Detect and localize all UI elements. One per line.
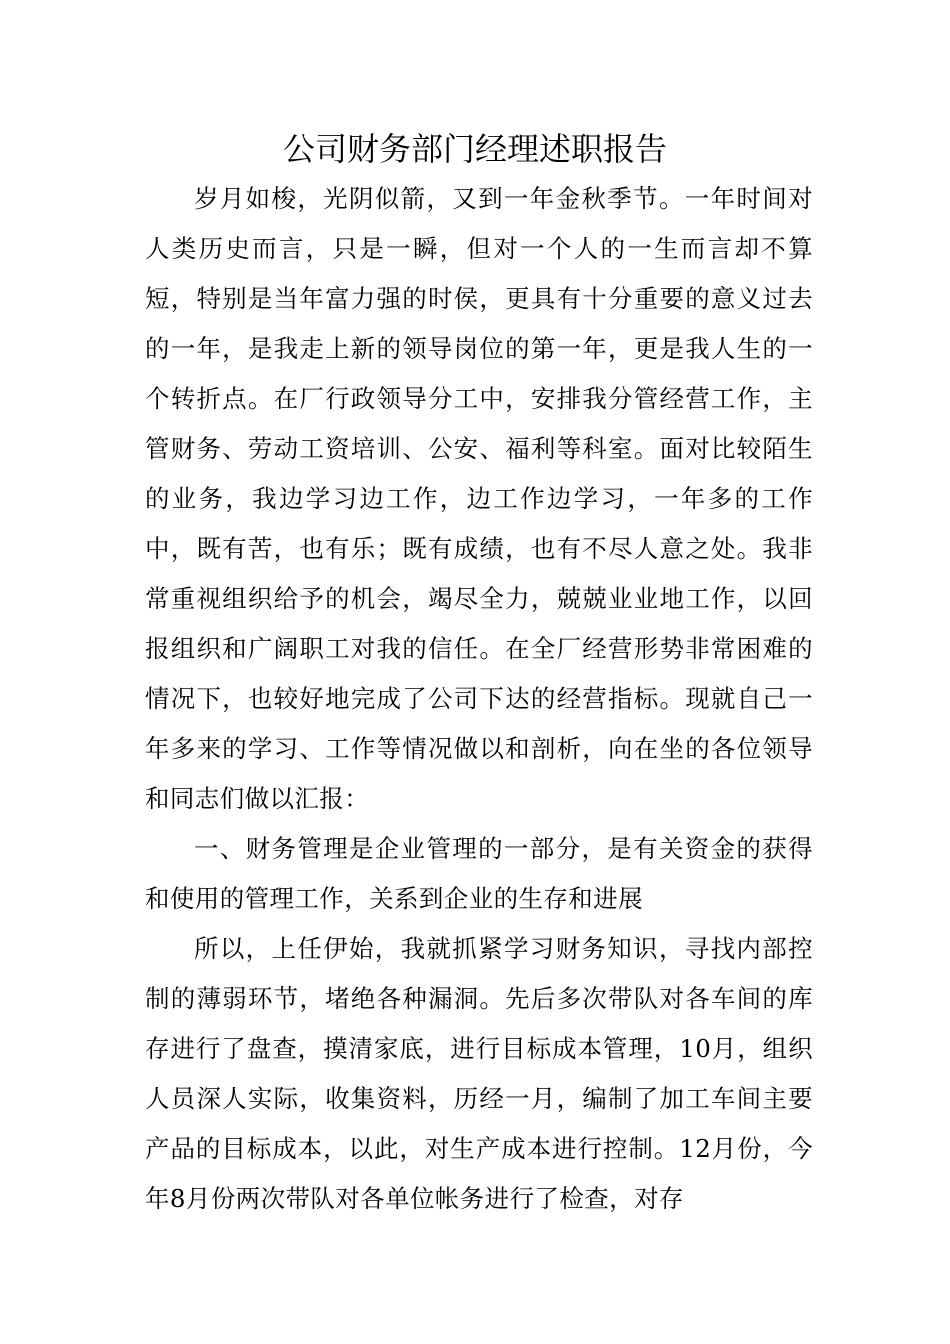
- paragraph-section-one-heading: 一、财务管理是企业管理的一部分，是有关资金的获得和使用的管理工作，关系到企业的生存和进展: [145, 834, 813, 913]
- document-body: [145, 174, 813, 1224]
- paragraph-section-one-body: 所以，上任伊始，我就抓紧学习财务知识，寻找内部控制的薄弱环节，堵绝各种漏洞。先后多次带队对各车间的库存进行了盘查，摸清家底，进行目标成本管理，10月，组织人员深人实际，收集资料，历经一月，编制了加工车间主要产品的目标成本，以此，对生产成本进行控制。12月份，今年8月份两次带队对各单位帐务进行了检查，对存: [145, 934, 813, 1213]
- paragraph-intro: 岁月如梭，光阴似箭，又到一年金秋季节。一年时间对人类历史而言，只是一瞬，但对一个人的一生而言却不算短，特别是当年富力强的时侯，更具有十分重要的意义过去的一年，是我走上新的领导岗位的第一年，更是我人生的一个转折点。在厂行政领导分工中，安排我分管经营工作，主管财务、劳动工资培训、公安、福利等科室。面对比较陌生的业务，我边学习边工作，边工作边学习，一年多的工作中，既有苦，也有乐；既有成绩，也有不尽人意之处。我非常重视组织给予的机会，竭尽全力，兢兢业业地工作，以回报组织和广阔职工对我的信任。在全厂经营形势非常困难的情况下，也较好地完成了公司下达的经营指标。现就自己一年多来的学习、工作等情况做以和剖析，向在坐的各位领导和同志们做以汇报：: [145, 184, 813, 813]
- document-title: 公司财务部门经理述职报告: [282, 130, 667, 168]
